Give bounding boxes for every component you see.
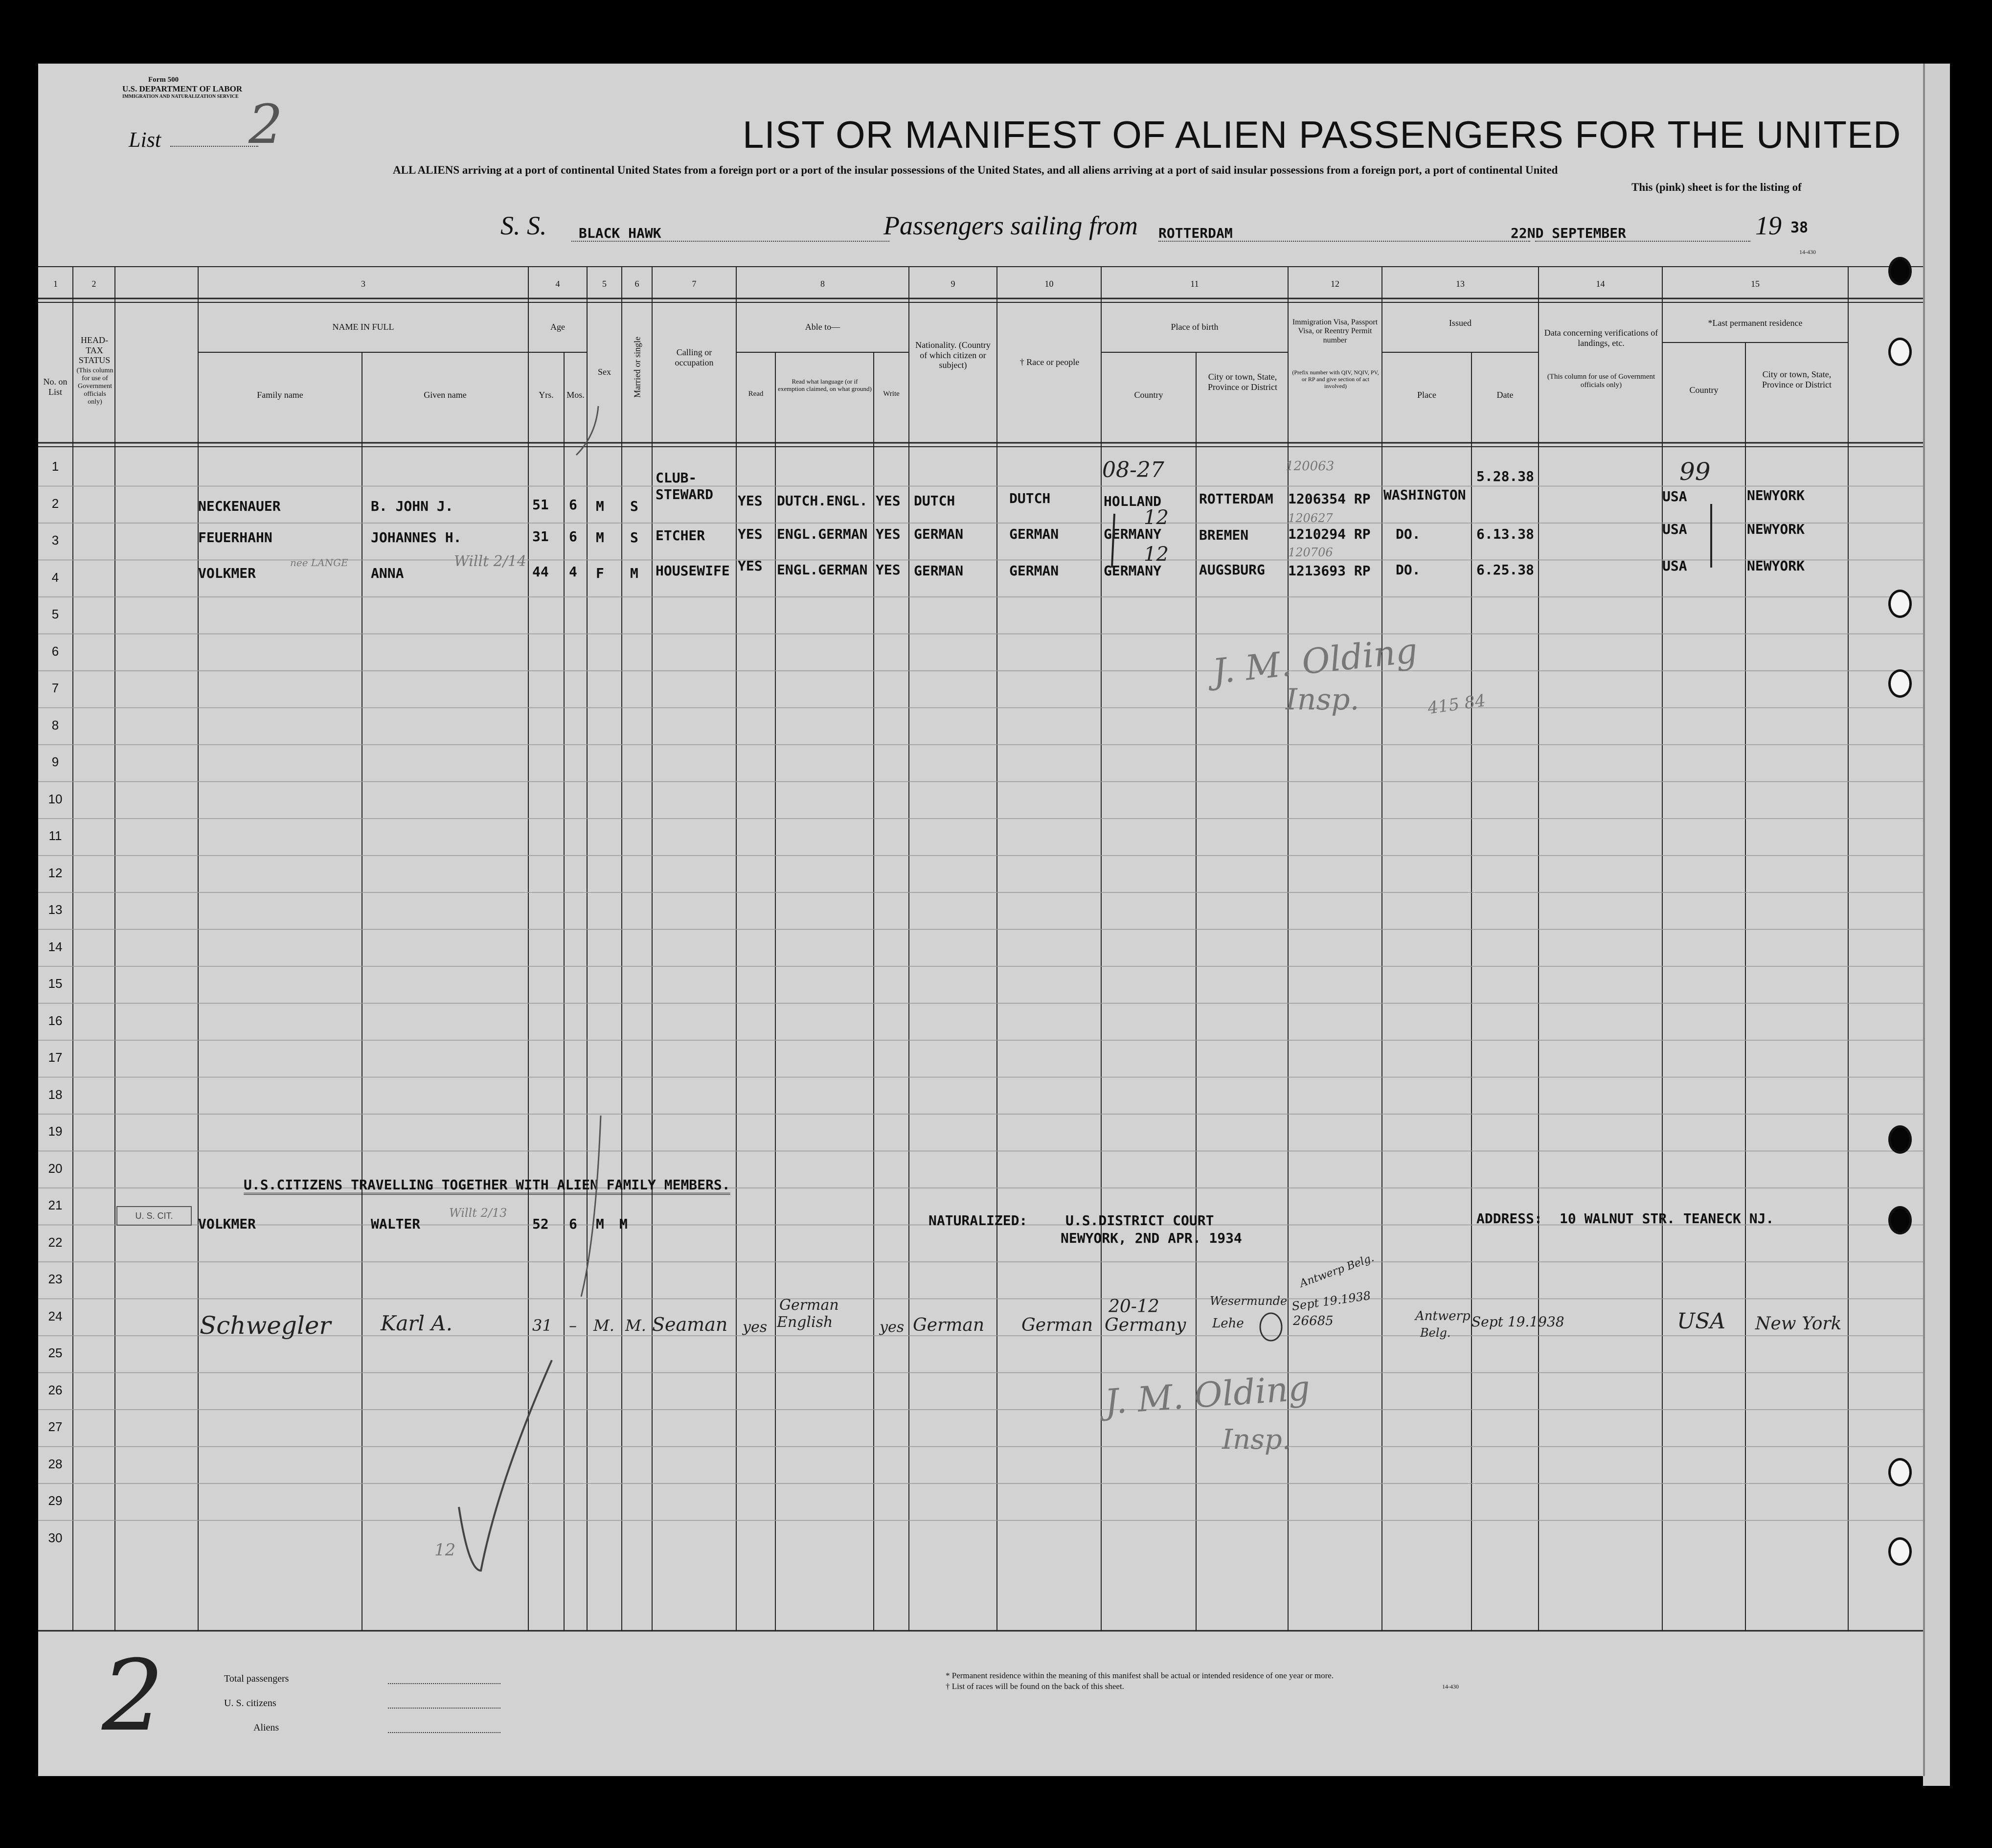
hw-res-city: New York	[1755, 1314, 1842, 1334]
col-num-10: 10	[1044, 279, 1054, 289]
given-note-2: Willt 2/13	[449, 1206, 507, 1220]
total-line	[388, 1683, 500, 1684]
binder-hole-icon	[1888, 257, 1912, 285]
hdr-head-tax: HEAD-TAX STATUS	[78, 335, 111, 365]
hdr-read: Read	[748, 390, 764, 398]
row2-birth-city: BREMEN	[1199, 527, 1249, 543]
row2-visa: 1210294 RP	[1288, 526, 1371, 542]
signature-1-title: Insp.	[1286, 683, 1359, 717]
binder-hole-icon	[1888, 669, 1912, 698]
col-num-13: 13	[1456, 279, 1465, 289]
row1-family: NECKENAUER	[198, 498, 281, 514]
binder-hole-icon	[1888, 1537, 1912, 1566]
row-number: 17	[48, 1050, 63, 1065]
row2-issued-place: DO.	[1396, 526, 1421, 542]
list-number: 2	[249, 93, 283, 156]
ship-name: BLACK HAWK	[579, 225, 661, 241]
row-number: 16	[48, 1013, 63, 1028]
naturalized-label: NATURALIZED:	[928, 1212, 1028, 1229]
hdr-calling: Calling or occupation	[675, 347, 714, 367]
col-num-6: 6	[634, 279, 639, 289]
binder-hole-icon	[1888, 1458, 1912, 1486]
row3-issued-date: 6.25.38	[1476, 562, 1535, 578]
code-20-12: 20-12	[1109, 1297, 1159, 1317]
given-note-1: Willt 2/14	[454, 553, 527, 570]
col-num-4: 4	[555, 279, 560, 289]
hdr-age: Age	[550, 322, 565, 332]
binder-hole-icon	[1888, 1125, 1912, 1154]
row-number: 27	[48, 1419, 63, 1434]
year-prefix: 19	[1755, 211, 1782, 240]
hw-mos: –	[569, 1316, 577, 1335]
hw-race: German	[1021, 1315, 1093, 1335]
hdr-head-tax-note: (This column for use of Government officials only)	[76, 367, 113, 406]
row2-nationality: GERMAN	[914, 526, 964, 542]
row2-family: FEUERHAHN	[198, 529, 272, 546]
hw-given: Karl A.	[381, 1311, 453, 1335]
row-number: 2	[51, 496, 59, 511]
footer-note2: † List of races will be found on the back of this sheet.	[946, 1682, 1124, 1691]
tally-12: 12	[434, 1540, 456, 1560]
row2-given: JOHANNES H.	[371, 529, 462, 546]
binder-hole-icon	[1888, 338, 1912, 366]
signature-2-title: Insp.	[1222, 1424, 1291, 1456]
row-number: 19	[48, 1124, 63, 1139]
row-number: 23	[48, 1272, 63, 1286]
hdr-married: Married or single	[632, 336, 642, 398]
hw-family: Schwegler	[200, 1311, 331, 1340]
signature-1: J. M. Olding	[1210, 630, 1420, 692]
col-num-3: 3	[361, 279, 365, 289]
hw-yrs: 31	[532, 1316, 552, 1335]
hdr-nationality: Nationality. (Country of which citizen or subject)	[915, 340, 991, 370]
sailing-label: Passengers sailing from	[883, 211, 1138, 240]
year-suffix: 38	[1790, 219, 1809, 236]
address-label: ADDRESS:	[1476, 1210, 1542, 1227]
col-num-12: 12	[1331, 279, 1339, 289]
naturalized-line2: NEWYORK, 2ND APR. 1934	[1061, 1230, 1242, 1246]
hdr-race: † Race or people	[1019, 357, 1080, 367]
hw-married: M.	[625, 1316, 646, 1335]
row2-birth-country: GERMANY	[1104, 526, 1162, 542]
row2-mos: 6	[569, 528, 577, 545]
row-number: 28	[48, 1456, 63, 1471]
row2-language: ENGL.GERMAN	[777, 526, 868, 542]
row1-res-city: NEWYORK	[1747, 487, 1805, 503]
manifest-title: LIST OR MANIFEST OF ALIEN PASSENGERS FOR THE UNITED	[743, 113, 1901, 156]
row1-res-country: USA	[1662, 488, 1687, 504]
address-value: 10 WALNUT STR. TEANECK NJ.	[1560, 1210, 1774, 1227]
us-citizens-heading: U.S.CITIZENS TRAVELLING TOGETHER WITH ALIEN FAMILY MEMBERS.	[244, 1177, 730, 1195]
hdr-data-note: (This column for use of Government officials only)	[1547, 373, 1655, 389]
aliens-line	[388, 1732, 500, 1733]
row1-sex: M	[596, 498, 604, 514]
ledger-grid	[38, 64, 1923, 1776]
hw-birth-city-1: Wesermunde	[1210, 1294, 1288, 1308]
hw-issued-place-1: Antwerp	[1415, 1309, 1471, 1323]
row3-mos: 4	[569, 564, 577, 580]
footer-aliens: Aliens	[253, 1722, 279, 1733]
row-number: 13	[48, 902, 63, 917]
row1-given: B. JOHN J.	[371, 498, 453, 514]
row3-write: YES	[876, 562, 901, 578]
row3-res-country: USA	[1662, 558, 1687, 574]
ss-label: S. S.	[500, 211, 547, 240]
col-num-15: 15	[1751, 279, 1760, 289]
row2-race: GERMAN	[1009, 526, 1059, 542]
col-num-9: 9	[951, 279, 955, 289]
row3-family-note: nee LANGE	[290, 557, 348, 569]
row2-issued-date: 6.13.38	[1476, 526, 1535, 542]
row1-married: S	[630, 498, 638, 514]
hdr-mos: Mos.	[566, 390, 585, 400]
row-number: 1	[51, 459, 59, 474]
row-number: 7	[51, 681, 59, 695]
us-line	[388, 1708, 500, 1709]
hw-language-2: English	[777, 1314, 833, 1331]
row3-race: GERMAN	[1009, 563, 1059, 579]
visa-note-top: 120063	[1286, 459, 1335, 474]
hw-res-country: USA	[1677, 1309, 1725, 1334]
row2-married: S	[630, 529, 638, 546]
binder-hole-icon	[1888, 1206, 1912, 1234]
footer-note1: * Permanent residence within the meaning of this manifest shall be actual or intended residence of one year or more.	[946, 1671, 1334, 1680]
stamp-415: 415 84	[1426, 690, 1487, 719]
signature-2: J. M. Olding	[1103, 1368, 1312, 1422]
us-family: VOLKMER	[198, 1216, 256, 1232]
hw-language-1: German	[779, 1297, 839, 1314]
port-name: ROTTERDAM	[1158, 225, 1233, 241]
row1-race: DUTCH	[1009, 490, 1051, 506]
us-mos: 6	[569, 1216, 577, 1232]
hdr-sex: Sex	[598, 367, 611, 377]
row-number: 26	[48, 1382, 63, 1397]
voyage-code: 14-430	[1799, 249, 1816, 255]
list-label: List	[129, 128, 161, 152]
visa-note-3: 120706	[1288, 546, 1333, 559]
row1-issued-place: WASHINGTON	[1383, 487, 1466, 503]
row-number: 29	[48, 1493, 63, 1508]
row-number: 4	[51, 570, 59, 585]
hdr-issued-date: Date	[1496, 390, 1514, 400]
row3-family: VOLKMER	[198, 565, 256, 581]
row3-nationality: GERMAN	[914, 563, 964, 579]
hdr-able-to: Able to—	[805, 322, 840, 332]
row-number: 18	[48, 1087, 63, 1102]
hdr-read-language: Read what language (or if exemption claimed, on what ground)	[778, 378, 872, 392]
row1-write: YES	[876, 493, 901, 509]
us-sex: M	[596, 1216, 604, 1232]
row1-read: YES	[738, 493, 763, 509]
row1-visa: 1206354 RP	[1288, 491, 1371, 507]
hw-issued-date: Sept 19.1938	[1471, 1314, 1564, 1330]
hdr-no-on-list: No. on List	[43, 377, 68, 397]
hdr-visa-note: (Prefix number with QIV, NQIV, PV, or RP and give section of act involved)	[1292, 369, 1379, 389]
row3-read: YES	[738, 558, 763, 574]
row-number: 20	[48, 1161, 63, 1176]
row-number: 21	[48, 1198, 63, 1212]
hdr-yrs: Yrs.	[539, 390, 554, 400]
row-number: 24	[48, 1308, 63, 1323]
us-cit-stamp: U. S. CIT.	[116, 1206, 192, 1226]
row-number: 14	[48, 939, 63, 954]
row1-yrs: 51	[532, 497, 549, 513]
row1-language: DUTCH.ENGL.	[777, 493, 868, 509]
hw-visa-2: Sept 19.1938	[1290, 1288, 1372, 1314]
row2-write: YES	[876, 526, 901, 542]
binder-hole-icon	[1888, 590, 1912, 618]
hw-visa-3: 26685	[1293, 1314, 1334, 1328]
row3-language: ENGL.GERMAN	[777, 562, 868, 578]
row2-res-country: USA	[1662, 521, 1687, 537]
row3-issued-place: DO.	[1396, 562, 1421, 578]
row-number: 5	[51, 607, 59, 621]
hdr-country: Country	[1134, 390, 1163, 400]
footer-us-citizens: U. S. citizens	[224, 1698, 276, 1709]
row3-given: ANNA	[371, 565, 404, 581]
row1-birth-country: HOLLAND	[1104, 493, 1162, 509]
row3-res-city: NEWYORK	[1747, 558, 1805, 574]
row3-married: M	[630, 565, 638, 581]
naturalized-line1: U.S.DISTRICT COURT	[1065, 1212, 1214, 1229]
row-number: 15	[48, 976, 63, 991]
row-number: 3	[51, 533, 59, 548]
col-num-14: 14	[1596, 279, 1605, 289]
row2-occupation: ETCHER	[656, 527, 705, 544]
hdr-city: City or town, State, Province or District	[1208, 372, 1277, 392]
us-married: M	[619, 1216, 628, 1232]
row1-occupation: CLUB-STEWARD	[656, 470, 714, 502]
big-numeral: 2	[102, 1639, 164, 1753]
hdr-issued: Issued	[1449, 318, 1471, 328]
manifest-sheet	[38, 64, 1925, 1776]
col-num-8: 8	[820, 279, 825, 289]
row-number: 25	[48, 1346, 63, 1360]
row1-issued-date: 5.28.38	[1476, 468, 1535, 484]
page-edge	[1923, 64, 1950, 1786]
hw-sex: M.	[593, 1316, 614, 1335]
row1-nationality: DUTCH	[914, 493, 955, 509]
footer-total: Total passengers	[224, 1673, 289, 1684]
sailing-date: 22ND SEPTEMBER	[1511, 225, 1627, 241]
row-number: 8	[51, 717, 59, 732]
hw-issued-place-2: Belg.	[1420, 1326, 1451, 1340]
row1-mos: 6	[569, 497, 577, 513]
code-12b: 12	[1144, 543, 1169, 566]
hdr-given-name: Given name	[424, 390, 467, 400]
department: U.S. DEPARTMENT OF LABOR	[122, 84, 243, 93]
hdr-data-concerning: Data concerning verifications of landings, etc.	[1544, 328, 1658, 348]
hdr-visa: Immigration Visa, Passport Visa, or Reentry Permit number	[1292, 318, 1378, 344]
hdr-res-city: City or town, State, Province or District	[1762, 369, 1832, 389]
code-12a: 12	[1144, 506, 1169, 529]
col-num-7: 7	[692, 279, 697, 289]
hdr-issued-place: Place	[1417, 390, 1436, 400]
hdr-place-of-birth: Place of birth	[1171, 322, 1219, 332]
form-number: Form 500	[148, 76, 179, 84]
subtitle-line1: ALL ALIENS arriving at a port of continental United States from a foreign port or a port of the insular possessions of the United States, and all aliens arriving at a port of said insular possessions from a foreign port, a port of continental United	[393, 164, 1558, 176]
hw-nationality: German	[913, 1315, 985, 1335]
hdr-last-residence: *Last permanent residence	[1708, 318, 1803, 328]
hw-visa-1: Antwerp Belg.	[1298, 1252, 1376, 1290]
row3-yrs: 44	[532, 564, 549, 580]
row-number: 6	[51, 643, 59, 659]
row2-yrs: 31	[532, 528, 549, 545]
col-num-5: 5	[602, 279, 607, 289]
hdr-family-name: Family name	[257, 390, 303, 400]
col-num-2: 2	[91, 279, 96, 289]
row-number: 10	[48, 791, 63, 806]
footer-code: 14-430	[1442, 1683, 1459, 1690]
hw-read: yes	[743, 1319, 768, 1336]
row-number: 12	[48, 865, 63, 880]
row1-birth-city: ROTTERDAM	[1199, 491, 1273, 507]
hw-occupation: Seaman	[652, 1314, 728, 1335]
subtitle-line2: This (pink) sheet is for the listing of	[1631, 181, 1802, 193]
row3-sex: F	[596, 565, 604, 581]
us-given: WALTER	[371, 1216, 421, 1232]
col-num-11: 11	[1190, 279, 1199, 289]
row2-read: YES	[738, 526, 763, 542]
hdr-res-country: Country	[1689, 385, 1719, 395]
hw-birth-country: Germany	[1105, 1315, 1186, 1335]
hw-birth-city-2: Lehe	[1212, 1316, 1244, 1331]
row3-birth-city: AUGSBURG	[1199, 562, 1265, 578]
hdr-write: Write	[883, 390, 900, 398]
res-99: 99	[1679, 457, 1711, 486]
row2-res-city: NEWYORK	[1747, 521, 1805, 537]
row-number: 30	[48, 1530, 63, 1545]
us-yrs: 52	[532, 1216, 549, 1232]
row3-birth-country: GERMANY	[1104, 563, 1162, 579]
row-number: 22	[48, 1234, 63, 1250]
code-08-27: 08-27	[1102, 457, 1164, 482]
hdr-name-in-full: NAME IN FULL	[332, 322, 394, 332]
visa-note-2: 120627	[1288, 511, 1333, 525]
service: IMMIGRATION AND NATURALIZATION SERVICE	[122, 94, 239, 99]
row3-occupation: HOUSEWIFE	[656, 563, 730, 579]
hw-write: yes	[880, 1319, 905, 1336]
row-number: 9	[51, 754, 59, 769]
col-num-1: 1	[53, 279, 58, 289]
row-number: 11	[48, 828, 62, 843]
row3-visa: 1213693 RP	[1288, 563, 1371, 579]
row2-sex: M	[596, 529, 604, 546]
